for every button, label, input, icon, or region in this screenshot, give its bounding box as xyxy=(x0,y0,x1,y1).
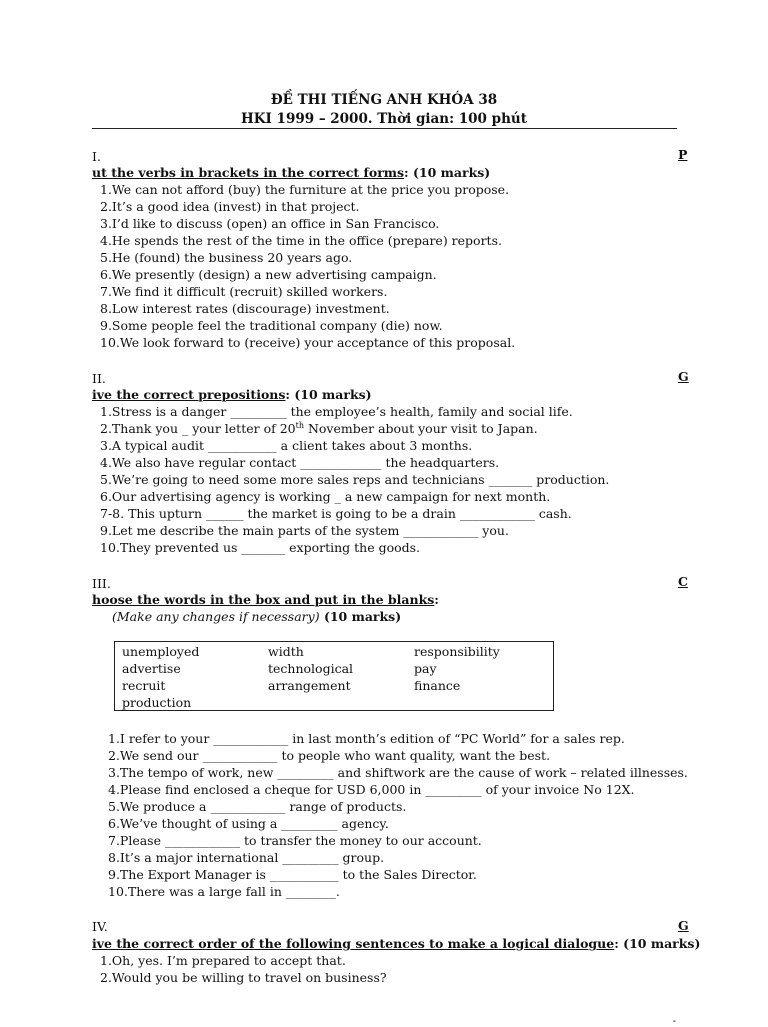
list-item: 1.Oh, yes. I’m prepared to accept that. xyxy=(100,953,346,968)
section-3-number: III. xyxy=(92,576,111,591)
list-item xyxy=(100,421,538,436)
section-3-heading xyxy=(92,592,439,607)
section-3-instruction xyxy=(112,609,401,624)
list-item: 8.It’s a major international _________ group. xyxy=(108,850,385,865)
section-3-marks: (10 marks) xyxy=(319,609,402,624)
list-item: 9.Some people feel the traditional company (die) now. xyxy=(100,318,443,333)
section-2-marks: : (10 marks) xyxy=(285,387,372,402)
list-item: 4.He spends the rest of the time in the office (prepare) reports. xyxy=(100,233,502,248)
list-item: 7.Please ____________ to transfer the money to our account. xyxy=(108,833,482,848)
word-box xyxy=(114,641,554,711)
list-item: 3.The tempo of work, new _________ and shiftwork are the cause of work – related illnesses. xyxy=(108,765,688,780)
list-item: 4.Please find enclosed a cheque for USD 6,000 in _________ of your invoice No 12X. xyxy=(108,782,635,797)
list-item: 8.Low interest rates (discourage) investment. xyxy=(100,301,390,316)
list-item: 5.We’re going to need some more sales reps and technicians _______ production. xyxy=(100,472,610,487)
title-rule xyxy=(92,128,677,129)
list-item: 4.We also have regular contact _____________ the headquarters. xyxy=(100,455,500,470)
list-item-text-rest: November about your visit to Japan. xyxy=(303,421,538,437)
list-item: 10.We look forward to (receive) your acceptance of this proposal. xyxy=(100,335,516,350)
list-item: 2.Would you be willing to travel on business? xyxy=(100,970,387,985)
list-item: 7.We find it difficult (recruit) skilled workers. xyxy=(100,284,388,299)
list-item: 9.Let me describe the main parts of the system ____________ you. xyxy=(100,523,509,538)
section-4-heading-text: ive the correct order of the following sentences to make a logical dialogue xyxy=(92,936,615,951)
word-box-word: advertise xyxy=(122,661,181,676)
word-box-word: finance xyxy=(414,678,461,693)
list-item: 9.The Export Manager is ___________ to the Sales Director. xyxy=(108,867,477,882)
word-box-word: recruit xyxy=(122,678,166,693)
list-item: 7-8. This upturn ______ the market is going to be a drain ____________ cash. xyxy=(100,506,572,521)
list-item: 1.Stress is a danger _________ the employee’s health, family and social life. xyxy=(100,404,573,419)
list-item: 6.We presently (design) a new advertising campaign. xyxy=(100,267,437,282)
exam-title: ĐỀ THI TIẾNG ANH KHÓA 38 xyxy=(270,92,498,108)
word-box-word: unemployed xyxy=(122,644,200,659)
section-4-heading xyxy=(92,936,700,951)
word-box-word: arrangement xyxy=(268,678,351,693)
section-1-marks: : (10 marks) xyxy=(404,165,491,180)
section-3-letter: C xyxy=(678,574,688,589)
section-1-heading xyxy=(92,165,490,180)
section-3-heading-end: : xyxy=(434,592,439,607)
section-2-number: II. xyxy=(92,371,106,386)
section-2-heading xyxy=(92,387,372,402)
section-1-letter: P xyxy=(678,147,688,162)
word-box-word: pay xyxy=(414,661,437,676)
section-1-number: I. xyxy=(92,149,101,164)
section-4-letter: G xyxy=(678,918,689,933)
list-item: 3.I’d like to discuss (open) an office in San Francisco. xyxy=(100,216,440,231)
word-box-word: width xyxy=(268,644,304,659)
list-item: 1.I refer to your ____________ in last month’s edition of “PC World” for a sales rep. xyxy=(108,731,625,746)
word-box-word: responsibility xyxy=(414,644,500,659)
list-item: 6.Our advertising agency is working _ a new campaign for next month. xyxy=(100,489,551,504)
word-box-word: technological xyxy=(268,661,354,676)
list-item: 3.A typical audit ___________ a client takes about 3 months. xyxy=(100,438,473,453)
word-box-word: production xyxy=(122,695,192,710)
list-item-text: 2.Thank you _ your letter of 20 xyxy=(100,421,296,437)
list-item: 2.We send our ____________ to people who want quality, want the best. xyxy=(108,748,551,763)
section-4-number: IV. xyxy=(92,919,108,934)
section-3-heading-text: hoose the words in the box and put in the blanks xyxy=(92,592,435,607)
list-item: 1.We can not afford (buy) the furniture at the price you propose. xyxy=(100,182,510,197)
list-item: 10.They prevented us _______ exporting the goods. xyxy=(100,540,421,555)
list-item: 2.It’s a good idea (invest) in that project. xyxy=(100,199,360,214)
ordinal-suffix: th xyxy=(295,421,304,430)
section-2-letter: G xyxy=(678,369,689,384)
section-4-marks: : (10 marks) xyxy=(614,936,701,951)
section-1-heading-text: ut the verbs in brackets in the correct forms xyxy=(92,165,405,180)
instruction-text: (Make any changes if necessary) xyxy=(112,609,320,624)
exam-subtitle: HKI 1999 – 2000. Thời gian: 100 phút xyxy=(241,111,527,127)
section-2-heading-text: ive the correct prepositions xyxy=(92,387,286,402)
list-item: 5.We produce a ____________ range of products. xyxy=(108,799,407,814)
list-item: 5.He (found) the business 20 years ago. xyxy=(100,250,353,265)
list-item: 10.There was a large fall in ________. xyxy=(108,884,340,899)
page-mark: - xyxy=(672,1016,676,1027)
list-item: 6.We’ve thought of using a _________ agency. xyxy=(108,816,389,831)
